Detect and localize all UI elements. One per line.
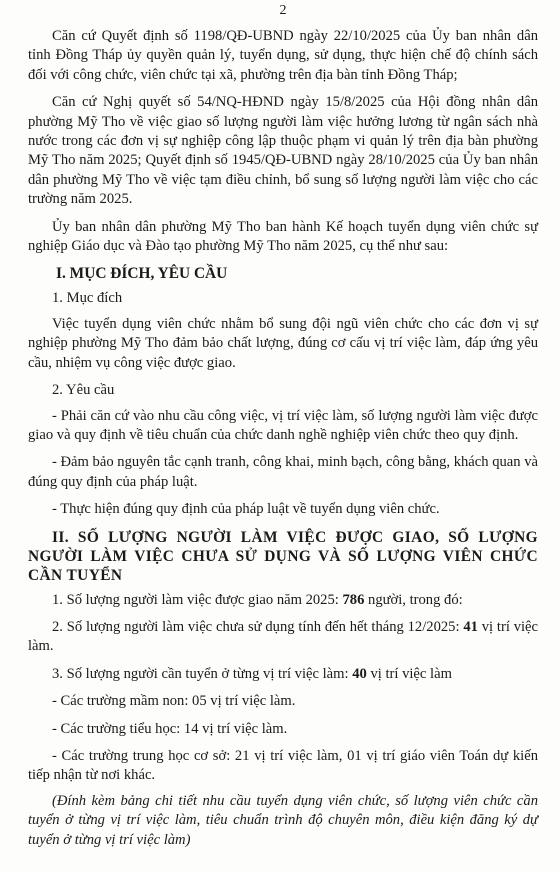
unused-positions-suffix: vị trí việc làm. bbox=[28, 618, 539, 655]
legal-basis-1: Căn cứ Quyết định số 1198/QĐ-UBND ngày 22/10/2025 của Ủy ban nhân dân tỉnh Đồng Tháp ủy quyền quản lý, tuyển dụng, sử dụng, thực hiện chế độ chính sách đối với công chức, viên chức tại xã, phường trên địa bàn tỉnh Đồng Tháp; bbox=[28, 28, 538, 83]
assigned-staff-suffix: người, trong đó: bbox=[364, 591, 463, 608]
recruit-count-label: 3. Số lượng người cần tuyển ở từng vị trí việc làm: bbox=[52, 665, 353, 682]
assigned-staff-count bbox=[28, 591, 538, 610]
secondary-school-positions: - Các trường trung học cơ sở: 21 vị trí việc làm, 01 vị trí giáo viên Toán dự kiến tiếp nhận từ nơi khác. bbox=[28, 747, 538, 784]
requirement-2: - Đảm bảo nguyên tắc cạnh tranh, công khai, minh bạch, công bằng, khách quan và đúng quy định của pháp luật. bbox=[28, 454, 538, 490]
unused-positions-count bbox=[28, 618, 538, 657]
unused-positions-number: 41 bbox=[463, 618, 478, 635]
unused-positions-label: 2. Số lượng người làm việc chưa sử dụng tính đến hết tháng 12/2025: bbox=[52, 618, 464, 635]
recruit-count bbox=[28, 665, 538, 684]
section-2-heading: II. SỐ LƯỢNG NGƯỜI LÀM VIỆC ĐƯỢC GIAO, SỐ LƯỢNG NGƯỜI LÀM VIỆC CHƯA SỬ DỤNG VÀ SỐ LƯỢNG VIÊN CHỨC CẦN TUYỂN bbox=[28, 528, 538, 584]
legal-basis-2: Căn cứ Nghị quyết số 54/NQ-HĐND ngày 15/8/2025 của Hội đồng nhân dân phường Mỹ Tho về việc giao số lượng người làm việc hưởng lương từ ngân sách nhà nước trong các đơn vị sự nghiệp công lập thuộc phạm vi quản lý trên địa bàn phường Mỹ Tho năm 2025; Quyết định số 1945/QĐ-UBND ngày 28/10/2025 của Ủy ban nhân dân phường Mỹ Tho về việc tạm điều chỉnh, bổ sung số lượng người làm việc cho các trường năm 2025. bbox=[28, 94, 538, 208]
section-1-heading: I. MỤC ĐÍCH, YÊU CẦU bbox=[56, 265, 228, 283]
kindergarten-positions: - Các trường mầm non: 05 vị trí việc làm. bbox=[52, 693, 296, 710]
primary-school-positions: - Các trường tiểu học: 14 vị trí việc làm. bbox=[52, 720, 288, 737]
recruit-count-number: 40 bbox=[352, 665, 367, 682]
assigned-staff-number: 786 bbox=[342, 591, 365, 608]
requirements-title: 2. Yêu cầu bbox=[52, 382, 115, 399]
attachment-note: (Đính kèm bảng chi tiết nhu cầu tuyển dụng viên chức, số lượng viên chức cần tuyển ở từng vị trí việc làm, tiêu chuẩn trình độ chuyên môn, điều kiện đăng ký dự tuyển ở từng vị trí việc làm) bbox=[28, 792, 538, 848]
purpose-text: Việc tuyển dụng viên chức nhằm bổ sung đội ngũ viên chức cho các đơn vị sự nghiệp phường Mỹ Tho đảm bảo chất lượng, đúng cơ cấu vị trí việc làm, đáp ứng yêu cầu, nhiệm vụ công việc được giao. bbox=[28, 315, 538, 371]
purpose-title: 1. Mục đích bbox=[52, 290, 123, 307]
requirement-1: - Phải căn cứ vào nhu cầu công việc, vị trí việc làm, số lượng người làm việc được giao và quy định về tiêu chuẩn của chức danh nghề nghiệp viên chức theo quy định. bbox=[28, 407, 538, 443]
requirement-3: - Thực hiện đúng quy định của pháp luật về tuyển dụng viên chức. bbox=[52, 501, 440, 518]
issuance-statement: Ủy ban nhân dân phường Mỹ Tho ban hành Kế hoạch tuyển dụng viên chức sự nghiệp Giáo dục và Đào tạo phường Mỹ Tho năm 2025, cụ thể như sau: bbox=[28, 218, 538, 255]
assigned-staff-label: 1. Số lượng người làm việc được giao năm 2025: bbox=[52, 591, 343, 608]
recruit-count-suffix: vị trí việc làm bbox=[366, 665, 452, 682]
page-number: 2 bbox=[279, 3, 287, 18]
